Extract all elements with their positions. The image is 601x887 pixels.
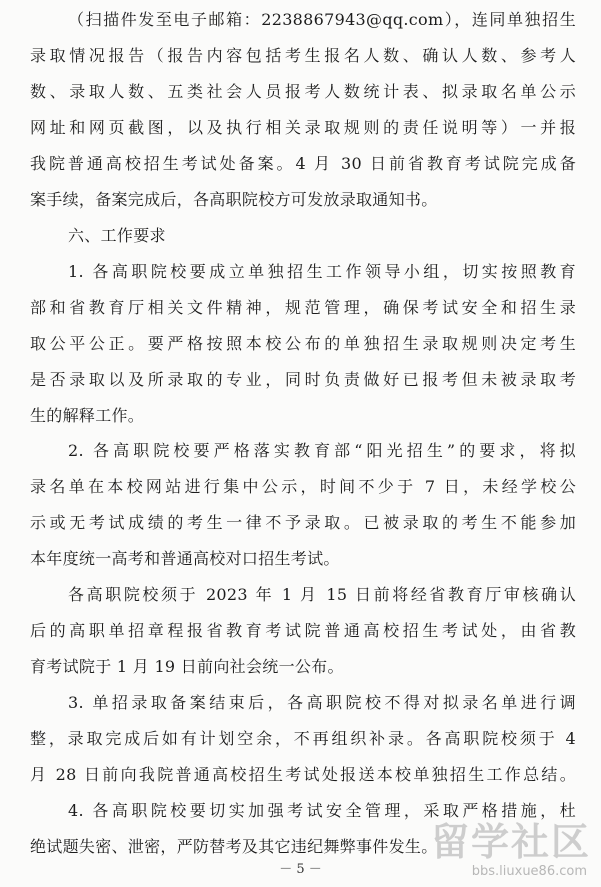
text-line: 我院普通高校招生考试处备案。4 月 30 日前省教育考试院完成备 — [30, 154, 576, 173]
text-line: 是否录取以及所录取的专业，同时负责做好已报考但未被录取考 — [30, 370, 576, 389]
text-line: 录名单在本校网站进行集中公示，时间不少于 7 日，未经学校公 — [30, 477, 576, 496]
text-line: 网址和网页截图，以及执行相关录取规则的责任说明等）一并报 — [30, 118, 576, 137]
text-line: 4. 各高职院校要切实加强考试安全管理，采取严格措施，杜 — [68, 801, 576, 820]
watermark-url: bbs.liuxue86.com — [471, 864, 587, 879]
section-heading: 六、工作要求 — [68, 226, 166, 245]
text-line: 生的解释工作。 — [30, 406, 145, 425]
text-line: 整，录取完成后如有计划空余，不再组织补录。各高职院校须于 4 — [30, 729, 576, 748]
text-line: 育考试院于 1 月 19 日前向社会统一公布。 — [30, 657, 344, 676]
text-line: 绝试题失密、泄密，严防替考及其它违纪舞弊事件发生。 — [30, 837, 438, 856]
text-line: 案手续，备案完成后，各高职院校方可发放录取通知书。 — [30, 190, 438, 209]
text-line: 各高职院校须于 2023 年 1 月 15 日前将经省教育厅审核确认 — [68, 585, 576, 604]
text-line: 2. 各高职院校要严格落实教育部“阳光招生”的要求，将拟 — [68, 441, 576, 460]
page-number: － 5 － — [279, 862, 322, 877]
text-line: 3. 单招录取备案结束后，各高职院校不得对拟录名单进行调 — [68, 693, 576, 712]
watermark-brand: 留学社区 — [430, 820, 591, 864]
text-line: 后的高职单招章程报省教育考试院普通高校招生考试处，由省教 — [30, 621, 576, 640]
text-line: 月 28 日前向我院普通高校招生考试处报送本校单独招生工作总结。 — [30, 765, 576, 784]
text-line: 数、录取人数、五类社会人员报考人数统计表、拟录取名单公示 — [30, 82, 576, 101]
text-line: 示或无考试成绩的考生一律不予录取。已被录取的考生不能参加 — [30, 513, 576, 532]
text-line: 录取情况报告（报告内容包括考生报名人数、确认人数、参考人 — [30, 46, 576, 65]
text-line: 本年度统一高考和普通高校对口招生考试。 — [30, 549, 340, 568]
text-line: 1. 各高职院校要成立单独招生工作领导小组，切实按照教育 — [68, 262, 576, 281]
text-line: （扫描件发至电子邮箱：2238867943@qq.com），连同单独招生 — [68, 10, 576, 29]
text-line: 部和省教育厅相关文件精神，规范管理，确保考试安全和招生录 — [30, 298, 576, 317]
text-line: 取公平公正。要严格按照本校公布的单独招生录取规则决定考生 — [30, 334, 576, 353]
